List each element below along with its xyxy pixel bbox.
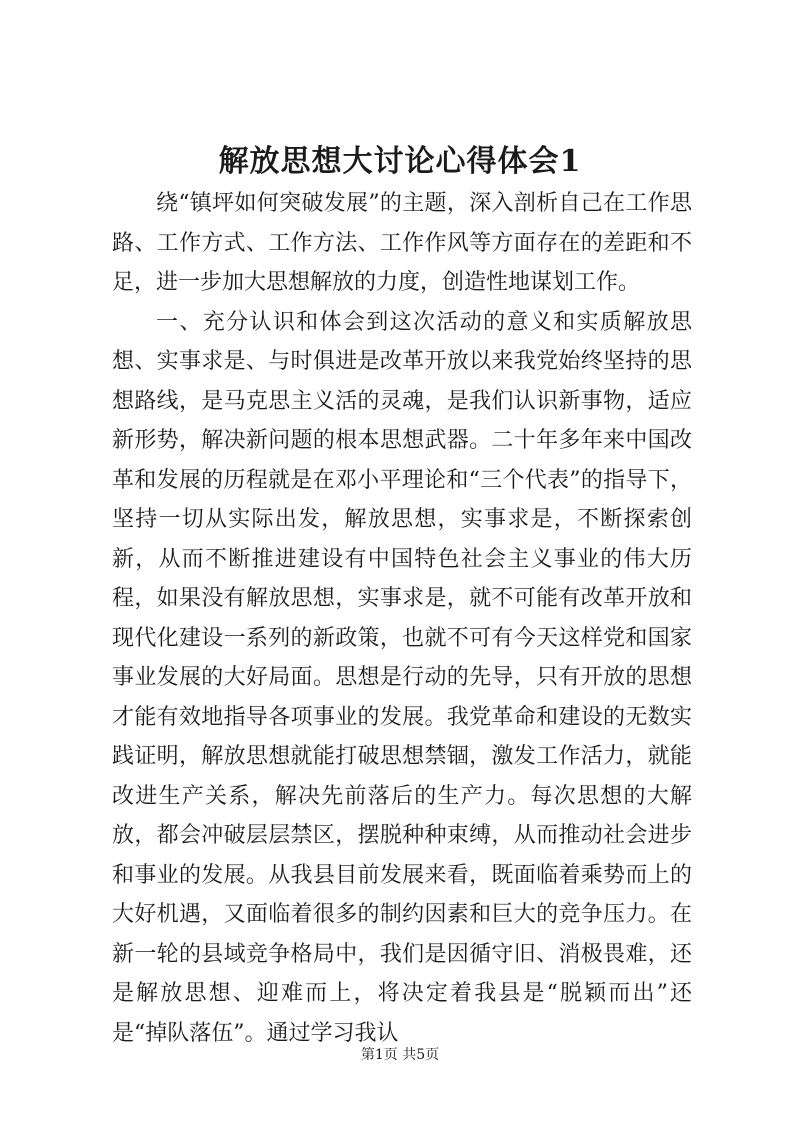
paragraph-section-one: 一、充分认识和体会到这次活动的意义和实质解放思想、实事求是、与时俱进是改革开放以来我党始终坚持的思想路线，是马克思主义活的灵魂，是我们认识新事物，适应新形势，解决新问题的根本思想武器。二十年多年来中国改革和发展的历程就是在邓小平理论和“三个代表”的指导下，坚持一切从实际出发，解放思想，实事求是，不断探索创新，从而不断推进建设有中国特色社会主义事业的伟大历程，如果没有解放思想，实事求是，就不可能有改革开放和现代化建设一系列的新政策，也就不可有今天这样党和国家事业发展的大好局面。思想是行动的先导，只有开放的思想才能有效地指导各项事业的发展。我党革命和建设的无数实践证明，解放思想就能打破思想禁锢，激发工作活力，就能改进生产关系，解决先前落后的生产力。每次思想的大解放，都会冲破层层禁区，摆脱种种束缚，从而推动社会进步和事业的发展。从我县目前发展来看，既面临着乘势而上的大好机遇，又面临着很多的制约因素和巨大的竞争压力。在新一轮的县域竞争格局中，我们是因循守旧、消极畏难，还是解放思想、迎难而上，将决定着我县是“脱颖而出”还是“掉队落伍”。通过学习我认 (112, 309, 692, 1046)
paragraph-intro: 绕“镇坪如何突破发展”的主题，深入剖析自己在工作思路、工作方式、工作方法、工作作风等方面存在的差距和不足，进一步加大思想解放的力度，创造性地谋划工作。 (112, 191, 692, 295)
page-number-footer: 第1页 共5页 (360, 1047, 440, 1063)
document-title: 解放思想大讨论心得体会1 (218, 144, 582, 179)
document-body (112, 184, 692, 1053)
